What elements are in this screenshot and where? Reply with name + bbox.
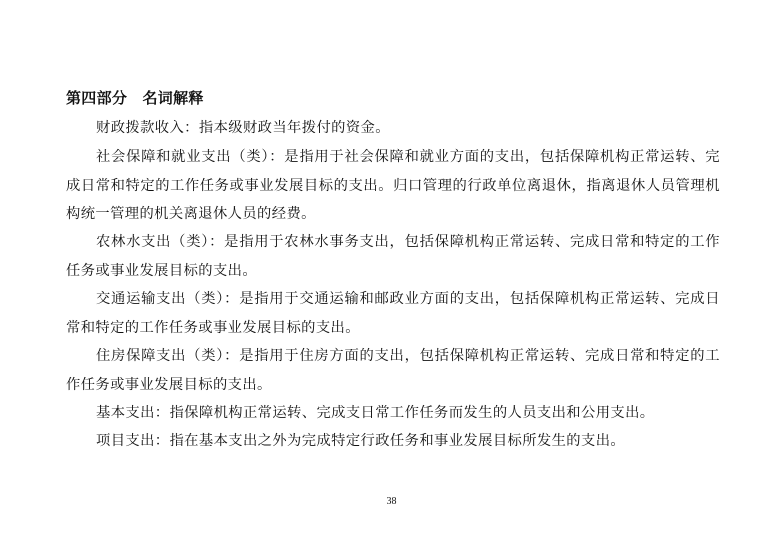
- page-number: 38: [386, 496, 397, 507]
- paragraph-project-expenditure: 项目支出：指在基本支出之外为完成特定行政任务和事业发展目标所发生的支出。: [96, 433, 626, 449]
- paragraph-housing-security-expenditure: 住房保障支出（类）：是指用于住房方面的支出，包括保障机构正常运转、完成日常和特定的工作任务或事业发展目标的支出。: [66, 348, 720, 393]
- paragraph-fiscal-appropriation-income: 财政拨款收入：指本级财政当年拨付的资金。: [96, 120, 390, 136]
- paragraph-basic-expenditure: 基本支出：指保障机构正常运转、完成支日常工作任务而发生的人员支出和公用支出。: [96, 405, 655, 421]
- paragraph-transportation-expenditure: 交通运输支出（类）：是指用于交通运输和邮政业方面的支出，包括保障机构正常运转、完成日常和特定的工作任务或事业发展目标的支出。: [66, 291, 720, 336]
- section-heading: 第四部分 名词解释: [66, 89, 204, 107]
- paragraph-agriculture-forestry-water-expenditure: 农林水支出（类）：是指用于农林水事务支出，包括保障机构正常运转、完成日常和特定的工作任务或事业发展目标的支出。: [66, 234, 720, 279]
- paragraph-social-security-expenditure: 社会保障和就业支出（类）：是指用于社会保障和就业方面的支出，包括保障机构正常运转、完成日常和特定的工作任务或事业发展目标的支出。归口管理的行政单位离退休，指离退休人员管理机构统一管理的机关离退休人员的经费。: [66, 149, 720, 222]
